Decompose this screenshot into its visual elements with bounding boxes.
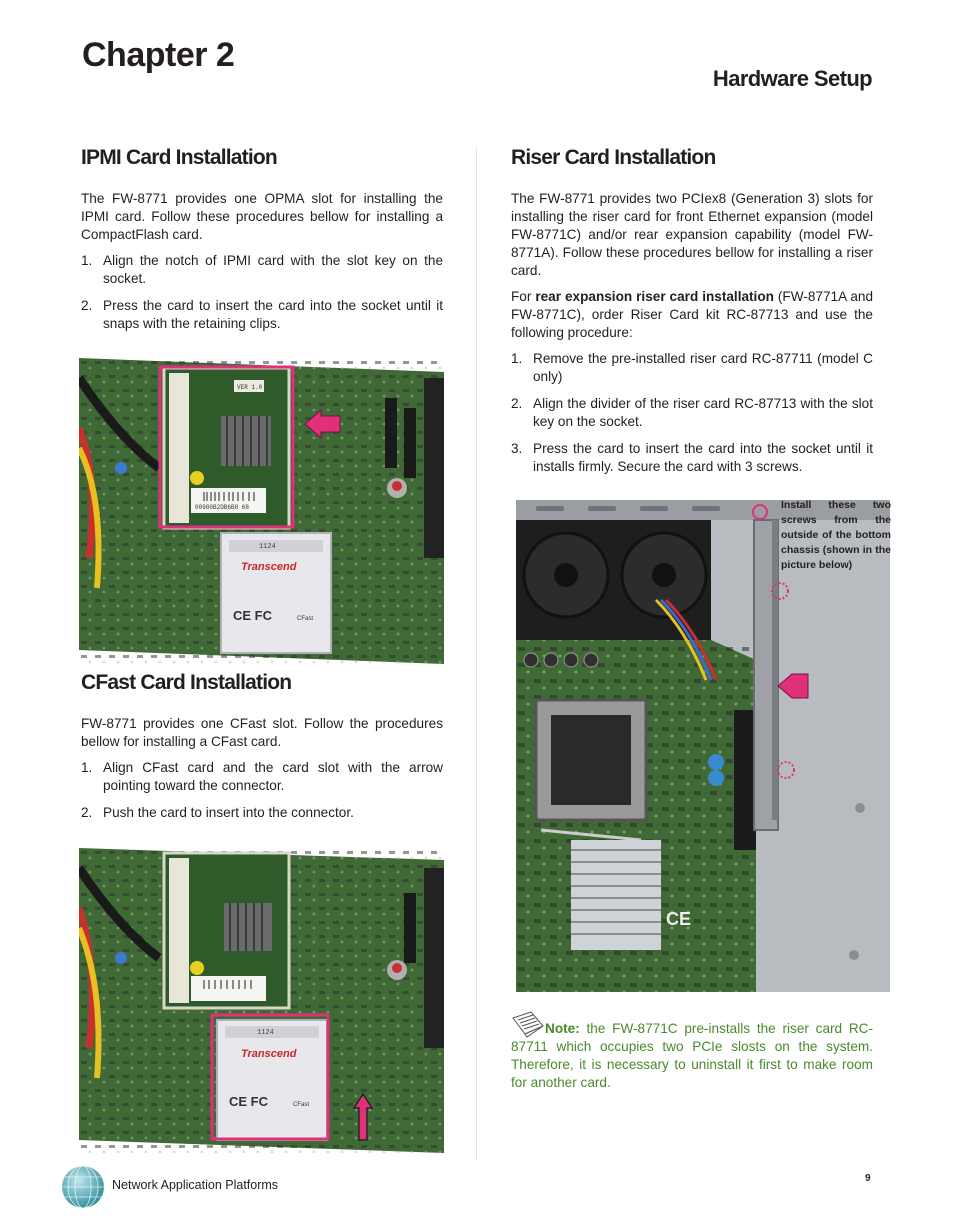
cfast-card-photo (79, 848, 444, 1153)
cfast-intro: FW-8771 provides one CFast slot. Follow the procedures bellow for installing a CFast card. (81, 716, 443, 749)
svg-text:CE FC: CE FC (229, 1094, 268, 1109)
ipmi-label-ver: VER 1.0 (237, 384, 263, 391)
list-item: 1. Align CFast card and the card slot with the arrow pointing toward the connector. (81, 760, 443, 793)
cfast-date-label: 1124 (259, 543, 276, 551)
list-item: 2. Align the divider of the riser card RC-87713 with the slot key on the socket. (511, 396, 873, 429)
cfast-section (81, 671, 443, 831)
svg-text:CFast: CFast (293, 1102, 310, 1108)
ipmi-label-serial: 00900B2DB6B8 68 (195, 504, 250, 511)
svg-text:Transcend: Transcend (241, 1048, 297, 1060)
list-item: 3. Press the card to insert the card into the socket until it installs firmly. Secure the card with 3 screws. (511, 441, 873, 474)
riser-title: Riser Card Installation (511, 146, 716, 169)
note-text: the FW-8771C pre-installs the riser card RC-87711 which occupies two PCIe slosts on the system. Therefore, it is necessary to uninstall it first to make room for another card. (511, 1021, 873, 1090)
riser-para2: For rear expansion riser card installation (FW-8771A and FW-8771C), order Riser Card kit RC-87713 and use the following procedure: (511, 289, 874, 340)
note-pad-icon (511, 1010, 545, 1038)
cfast-marks-label: CE FC (233, 608, 272, 623)
column-divider (476, 148, 477, 1160)
cfast-steps (81, 759, 443, 822)
note-block (511, 1010, 873, 1092)
list-item: 2. Push the card to insert into the connector. (81, 805, 354, 820)
riser-steps (511, 350, 873, 476)
ipmi-card-photo (79, 358, 444, 664)
chapter-title: Chapter 2 (82, 36, 235, 74)
footer-text: Network Application Platforms (112, 1178, 279, 1192)
ipmi-title: IPMI Card Installation (81, 146, 277, 169)
cfast-brand-label: Transcend (241, 561, 297, 573)
riser-card-photo (516, 500, 890, 992)
ipmi-intro: The FW-8771 provides one OPMA slot for installing the IPMI card. Follow these procedures bellow for installing a CompactFlash card. (81, 191, 443, 242)
left-column (81, 146, 443, 342)
cfast-logo-label: CFast (297, 616, 314, 622)
note-label: Note: (545, 1021, 580, 1036)
footer-logo-icon (61, 1165, 105, 1209)
list-item: 2. Press the card to insert the card into the socket until it snaps with the retaining clips. (81, 298, 443, 331)
list-item: 1. Remove the pre-installed riser card RC-87711 (model C only) (511, 351, 873, 384)
riser-intro: The FW-8771 provides two PCIex8 (Generation 3) slots for installing the riser card for front Ethernet expansion (model FW-8771C) and/or rear expansion capability (model FW-8771A). Follow these procedures bellow for installing a riser card. (511, 191, 873, 278)
right-column (511, 146, 873, 485)
board-ce-mark: CE (666, 909, 692, 929)
svg-text:1124: 1124 (257, 1029, 274, 1037)
list-item: 1. Align the notch of IPMI card with the slot key on the socket. (81, 253, 443, 286)
cfast-title: CFast Card Installation (81, 671, 292, 694)
ipmi-steps (81, 252, 443, 333)
install-screws-caption: Install these two screws from the outside of the bottom chassis (shown in the picture below) (781, 499, 891, 571)
page-number: 9 (865, 1173, 871, 1184)
section-header: Hardware Setup (712, 66, 872, 91)
